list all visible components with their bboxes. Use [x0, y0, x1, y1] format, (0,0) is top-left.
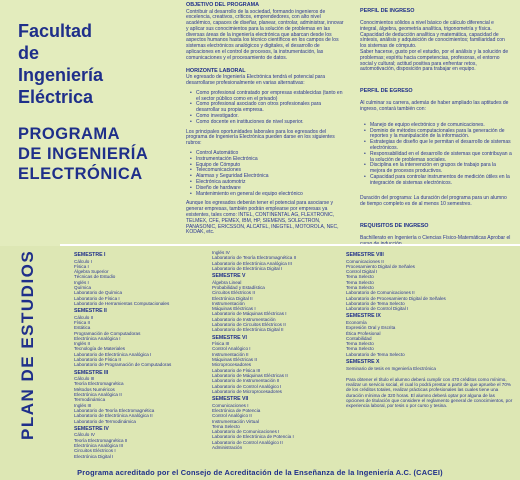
semester-heading: SEMESTRE X — [346, 359, 380, 366]
course-item: Laboratorio de Procesamiento Digital de Señales — [346, 295, 446, 301]
list-item: • Capacidad para controlar instrumentos de medición útiles en la integración de sistemas electrónicos. — [370, 175, 512, 187]
course-item: Programación de Computadoras — [74, 330, 141, 336]
course-item: Instrumentación — [212, 300, 245, 306]
course-item: Laboratorio de Electrónica Digital I — [212, 265, 283, 271]
horizonte-heading: HORIZONTE LABORAL — [186, 67, 246, 74]
course-item: Cálculo I — [74, 258, 92, 264]
semester-heading: SEMESTRE VIII — [346, 252, 384, 258]
perfil-egreso-heading: PERFIL DE EGRESO — [360, 88, 413, 95]
semester-heading: SEMESTRE II — [74, 308, 107, 315]
list-item: • Como profesional asociado con otros profesionales para desarrollar su propia empresa. — [196, 102, 346, 114]
course-item: Laboratorio de Máquinas Eléctricas II — [212, 372, 288, 378]
course-item: Teoría Electromagnética — [74, 381, 124, 387]
course-item: Electrónica Analógica I — [74, 335, 121, 341]
course-item: Laboratorio de Química — [74, 290, 123, 296]
list-item: • Disciplina en la intervención en grupos de trabajo para la mejora de procesos productivos. — [370, 163, 512, 175]
course-item: Inglés III — [74, 402, 92, 408]
course-item: Laboratorio de Control Digital I — [346, 306, 409, 312]
list-item: • Instrumentación Electrónica — [196, 157, 346, 163]
course-item: Laboratorio de Circuitos Eléctricos II — [212, 322, 286, 328]
companies-text: Aunque los egresados deberán tener el potencial para asociarse y generar empresas, también podrán emplearse por empresas ya existentes, tales como: INTEL, CONTINENTAL AG, FLEXTRONIC, TELMEX, CFE, PEMEX, IBM, HP, SIEMENS, SOLECTRON, PANASONIC, ERICSSON, ALCATEL, INEGTEL, MOTOROLA, NEC, KODAK, etc. — [186, 200, 339, 236]
course-item: Máquinas Eléctricas I — [212, 306, 256, 312]
course-item: Laboratorio de Instrumentación II — [212, 378, 280, 384]
divider — [60, 244, 520, 246]
semester-heading: SEMESTRE I — [74, 252, 106, 258]
horizonte-list — [186, 91, 346, 126]
semester-heading: SEMESTRE IX — [346, 313, 381, 320]
middle-column — [186, 2, 346, 240]
semester-column-1 — [74, 250, 204, 459]
list-item: • Como profesional contratado por empresas establecidas (tanto en el sector público como en el privado) — [196, 91, 346, 103]
course-item: Control Analógico I — [212, 346, 251, 352]
course-item: Laboratorio de Electrónica de Potencia I — [212, 434, 294, 440]
course-item: Expresión Oral y Escrita — [346, 325, 396, 331]
list-item: • Responsabilidad en el desarrollo de sistemas que contribuyan a la solución de problemas sociales. — [370, 152, 512, 164]
course-item: Laboratorio de Instrumentación — [212, 316, 276, 322]
course-item: Circuitos Eléctricos II — [212, 290, 255, 296]
course-item: Métodos Numéricos — [74, 386, 115, 392]
course-item: Procesamiento Digital de Señales — [346, 263, 415, 269]
course-item: Electrónica Digital I — [74, 453, 114, 459]
course-item: Tema Selecto — [346, 274, 374, 280]
perfil-egreso-intro: Al culminar su carrera, además de haber ampliado las aptitudes de ingreso, contará también con: — [360, 100, 509, 113]
list-item: • Mantenimiento en general de equipo electrónico — [196, 192, 346, 198]
course-item: Termodinámica — [74, 397, 106, 403]
faculty-line: Facultad — [18, 21, 93, 41]
course-item: Control Analógico II — [212, 413, 252, 419]
list-item: • Control Automático — [196, 151, 346, 157]
course-item: Microprocesadores — [212, 362, 252, 368]
course-item: Laboratorio de Máquinas Eléctricas I — [212, 311, 287, 317]
course-item: Laboratorio de Electrónica Digital II — [212, 327, 284, 333]
course-item: Laboratorio de Teoría Electromagnética II — [212, 255, 297, 261]
perfil-egreso-list — [360, 123, 512, 187]
course-item: Laboratorio de Electrónica Analógica I — [74, 351, 152, 357]
course-item: Inglés II — [74, 341, 91, 347]
course-item: Inglés IV — [212, 250, 230, 255]
list-item: • Estrategias de diseño que le permitan el desarrollo de sistemas electrónicos. — [370, 140, 512, 152]
semester-column-3 — [346, 250, 514, 409]
course-item: Ética Profesional — [346, 330, 381, 336]
course-item: Laboratorio de Comunicaciones II — [346, 290, 415, 296]
semester-heading: SEMESTRE VII — [212, 396, 249, 403]
course-item: Laboratorio de Control Analógico I — [212, 383, 282, 389]
list-item: • Manejo de equipo electrónico y de comunicaciones. — [370, 123, 512, 129]
fields-list — [186, 151, 346, 197]
course-item: Laboratorio de Microprocesadores — [212, 388, 282, 394]
course-item: Laboratorio de Electrónica Analógica II — [74, 413, 153, 419]
course-item: Teoría Electromagnética II — [74, 437, 128, 443]
course-item: Electrónica de Potencia — [212, 407, 261, 413]
course-item: Estática — [74, 325, 91, 331]
course-item: Física II — [74, 319, 91, 325]
course-item: Probabilidad y Estadística — [212, 284, 265, 290]
program-line: PROGRAMA — [18, 125, 121, 143]
list-item: • Como docente en instituciones de nivel superior. — [196, 120, 346, 126]
course-item: Inglés I — [74, 279, 89, 285]
course-item: Electrónica Digital II — [212, 295, 253, 301]
course-item: Laboratorio de Física III — [212, 367, 261, 373]
course-item: Cálculo IV — [74, 432, 95, 438]
course-item: Álgebra Superior — [74, 269, 109, 275]
course-item: Electrónica Analógica III — [74, 442, 124, 448]
course-item: Instrumentación II — [212, 351, 249, 357]
course-item: Tema Selecto — [346, 284, 374, 290]
list-item: • Alarmas y Seguridad Electrónica — [196, 174, 346, 180]
semester-column-2 — [212, 250, 340, 450]
semester-heading: SEMESTRE V — [212, 273, 246, 280]
course-item: Control Digital I — [346, 269, 378, 275]
course-item: Máquinas Eléctricas II — [212, 357, 257, 363]
course-item: Comunicaciones I — [212, 402, 249, 408]
course-item: Álgebra Lineal — [212, 279, 242, 285]
course-item: Laboratorio de Electrónica Analógica III — [212, 260, 292, 266]
faculty-line: Ingeniería — [18, 65, 104, 85]
course-item: Laboratorio de Control Analógico II — [212, 439, 283, 445]
course-item: Laboratorio de Física I — [74, 295, 120, 301]
course-item: Administración — [212, 445, 243, 450]
course-item: Tema Selecto — [346, 341, 374, 347]
course-item: Física I — [74, 263, 89, 269]
course-item: Seminario de tesis en Ingeniería Electrónica — [346, 365, 436, 371]
course-item: Física III — [212, 341, 230, 347]
course-item: Economía — [346, 319, 367, 325]
course-item: Química — [74, 284, 92, 290]
accreditation-footer: Programa acreditado por el Consejo de Acreditación de la Enseñanza de la Ingeniería A.C. (CACEI) — [77, 468, 443, 477]
semester-heading: SEMESTRE VI — [212, 334, 247, 341]
objetivo-heading: OBJETIVO DEL PROGRAMA — [186, 2, 259, 8]
objetivo-text: Contribuir al desarrollo de la sociedad, formando ingenieros de excelencia, creativos, críticos, emprendedores, con alto nivel académico, capaces de diseñar, planear, controlar, administrar, innovar y aplicar sus conocimientos para la solución de problemas en las diversas áreas de la ingeniería electrónica que abarcan desde los aspectos humanos hasta los técnico científicos en los campos de los sistemas electrónicos analógicos y digitales, el desarrollo de aplicaciones en el control de procesos, la instrumentación, las comunicaciones y el procesamiento de datos. — [186, 8, 344, 61]
course-item: Laboratorio de Programación de Computadoras — [74, 362, 172, 368]
course-item: Cálculo II — [74, 314, 94, 320]
perfil-ingreso-heading: PERFIL DE INGRESO — [360, 7, 415, 14]
course-item: Comunicaciones II — [346, 258, 384, 264]
course-item: Instrumentación Virtual — [212, 418, 259, 424]
program-line: DE INGENIERÍA — [18, 145, 149, 163]
course-item: Técnicas de Estudio — [74, 274, 116, 280]
course-item: Electrónica Analógica II — [74, 392, 122, 398]
list-item: • Diseño de hardware — [196, 186, 346, 192]
requisitos-heading: REQUISITOS DE INGRESO — [360, 222, 429, 229]
course-item: Circuitos Eléctricos I — [74, 448, 116, 454]
graduation-note: Para obtener el título el alumno deberá cumplir con 470 créditos como mínimo, realizar un servicio social, el cual lo podrá prestar a partir de que apruebe el 70% de los créditos totales, realizar prácticas profesionales las cuales tiene una duración mínima de 320 horas. El alumno deberá optar por alguna de las opciones de titulación que considere el reglamento general de conocimientos, por experiencia laboral, por tesis o por curso y tesina. — [346, 376, 513, 409]
requisitos-text: Bachillerato en Ingeniería o Ciencias Físico-Matemáticas Aprobar el — [360, 235, 511, 241]
right-column — [360, 2, 512, 263]
list-item: • Electrónica automotriz — [196, 180, 346, 186]
faculty-line: Eléctrica — [18, 87, 94, 107]
fields-intro: Los principales oportunidades laborales para los egresados del programa de Ingeniería Electrónica pueden darse en los siguientes rubros: — [186, 128, 335, 147]
duration-text: Duración del programa: La duración del programa para un alumno de tiempo completo es de al menos 10 semestres. — [360, 195, 507, 208]
course-item: Laboratorio de Tema Selecto — [346, 300, 405, 306]
semester-heading: SEMESTRE IV — [74, 425, 109, 432]
list-item: • Como investigador. — [196, 114, 346, 120]
list-item: • Dominio de métodos computacionales para la generación de reportes y la manipulación de la información. — [370, 129, 512, 141]
course-item: Contabilidad — [346, 335, 372, 341]
course-item: Laboratorio de Tema Selecto — [346, 351, 405, 357]
faculty-title — [18, 20, 178, 108]
course-item: Tema Selecto — [346, 279, 374, 285]
horizonte-intro: Un egresado de Ingeniería Electrónica tendrá el potencial para desarrollarse profesionalmente en varias alternativas: — [186, 74, 325, 86]
list-item: • Telecomunicaciones — [196, 168, 346, 174]
course-item: Laboratorio de Termodinámica — [74, 418, 136, 424]
course-item: Tecnología de Materiales — [74, 346, 126, 352]
course-item: Laboratorio de Teoría Electromagnética — [74, 407, 155, 413]
course-item: Laboratorio de Herramientas Computacionales — [74, 300, 170, 306]
course-item: Cálculo III — [74, 376, 95, 382]
plan-title-text: PLAN DE ESTUDIOS — [18, 249, 37, 440]
program-line: ELECTRÓNICA — [18, 165, 143, 183]
course-item: Laboratorio de Física II — [74, 357, 121, 363]
course-item: Tema Selecto — [346, 346, 374, 352]
faculty-line: de — [18, 43, 40, 63]
program-title — [18, 124, 193, 184]
course-item: Tema Selecto — [212, 423, 240, 429]
plan-title — [4, 249, 54, 440]
perfil-ingreso-text: Conocimientos sólidos a nivel básico de cálculo diferencial e integral, álgebra, geometría analítica, trigonometría y física. Capacidad de deducción analítica y matemática, capacidad de síntesis, análisis y adquisición de conocimientos; familiaridad con los sistemas de cómputo. Saber hacerse, gusto por el estudio, por el análisis y la solución de problemas; espíritu hacia competencias, profesoras, el entorno social y cultural; actitud positiva para enfrentar retos, automotivación, disposición para trabajar en equipo. — [360, 20, 509, 73]
semester-heading: SEMESTRE III — [74, 369, 109, 376]
course-item: Laboratorio de Comunicaciones I — [212, 429, 280, 435]
list-item: • Equipo de Cómputo — [196, 163, 346, 169]
